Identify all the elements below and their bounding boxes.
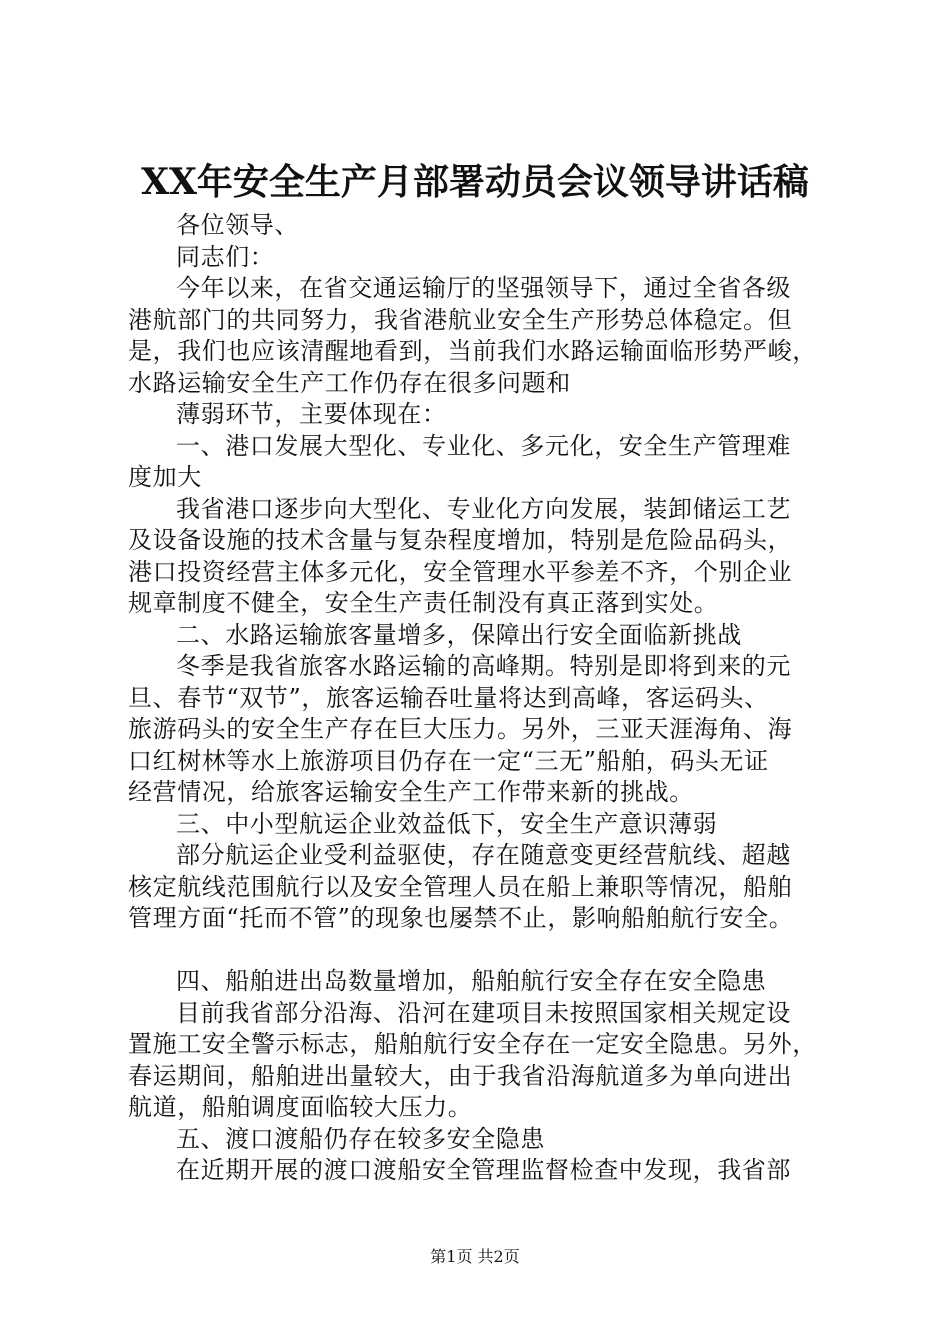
document-body <box>128 210 840 1187</box>
salutation-line: 同志们： <box>176 242 275 271</box>
paragraph-line: 港口投资经营主体多元化，安全管理水平参差不齐，个别企业 <box>128 557 793 586</box>
section-heading-line: 一、港口发展大型化、专业化、多元化，安全生产管理难 <box>176 431 791 460</box>
section-heading-line: 三、中小型航运企业效益低下，安全生产意识薄弱 <box>176 809 718 838</box>
blank-line <box>128 935 840 967</box>
paragraph-line: 水路运输安全生产工作仍存在很多问题和 <box>128 368 571 397</box>
paragraph-line: 规章制度不健全，安全生产责任制没有真正落到实处。 <box>128 589 719 617</box>
paragraph-line: 口红树林等水上旅游项目仍存在一定“三无”船舶，码头无证 <box>128 746 769 775</box>
paragraph-line: 核定航线范围航行以及安全管理人员在船上兼职等情况，船舶 <box>128 872 793 901</box>
paragraph-line: 旅游码头的安全生产存在巨大压力。另外，三亚天涯海角、海 <box>128 715 793 743</box>
paragraph-line: 旦、春节“双节”，旅客运输吞吐量将达到高峰，客运码头、 <box>128 683 769 712</box>
paragraph-line: 港航部门的共同努力，我省港航业安全生产形势总体稳定。但 <box>128 305 793 334</box>
paragraph-line: 在近期开展的渡口渡船安全管理监督检查中发现，我省部 <box>176 1156 791 1184</box>
paragraph-line: 航道，船舶调度面临较大压力。 <box>128 1093 473 1121</box>
paragraph-line: 管理方面“托而不管”的现象也屡禁不止，影响船舶航行安全。 <box>128 904 794 932</box>
document-title: XX年安全生产月部署动员会议领导讲话稿 <box>141 161 809 203</box>
section-heading-line: 四、船舶进出岛数量增加，船舶航行安全存在安全隐患 <box>176 967 767 995</box>
paragraph-line: 薄弱环节，主要体现在： <box>176 400 447 428</box>
paragraph-line: 目前我省部分沿海、沿河在建项目未按照国家相关规定设 <box>176 998 791 1027</box>
paragraph-line: 春运期间，船舶进出量较大，由于我省沿海航道多为单向进出 <box>128 1061 793 1090</box>
paragraph-line: 及设备设施的技术含量与复杂程度增加，特别是危险品码头， <box>128 526 793 554</box>
page-number-footer: 第1页 共2页 <box>430 1247 520 1266</box>
paragraph-line: 部分航运企业受利益驱使，存在随意变更经营航线、超越 <box>176 841 791 869</box>
paragraph-line: 我省港口逐步向大型化、专业化方向发展，装卸储运工艺 <box>176 494 791 523</box>
section-heading-line: 二、水路运输旅客量增多，保障出行安全面临新挑战 <box>176 620 742 649</box>
paragraph-line: 冬季是我省旅客水路运输的高峰期。特别是即将到来的元 <box>176 652 791 680</box>
paragraph-line: 置施工安全警示标志，船舶航行安全存在一定安全隐患。另外， <box>128 1030 817 1058</box>
section-heading-line: 五、渡口渡船仍存在较多安全隐患 <box>176 1124 545 1153</box>
section-heading-line: 度加大 <box>128 463 202 491</box>
salutation-line: 各位领导、 <box>176 211 299 239</box>
paragraph-line: 经营情况，给旅客运输安全生产工作带来新的挑战。 <box>128 778 694 806</box>
paragraph-line: 今年以来，在省交通运输厅的坚强领导下，通过全省各级 <box>176 274 791 302</box>
paragraph-line: 是，我们也应该清醒地看到，当前我们水路运输面临形势严峻， <box>128 337 817 365</box>
